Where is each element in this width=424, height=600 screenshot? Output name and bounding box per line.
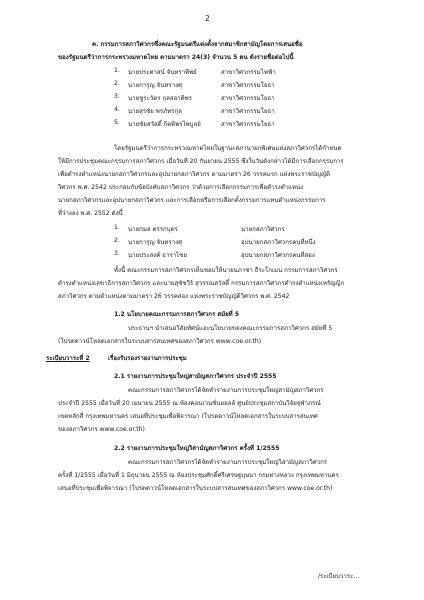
member-role: สาขาวิศวกรรมโยธา xyxy=(221,121,275,128)
section-2-2-line: เสนอที่ประชุมเพื่อพิจารณา (โปรดดาวน์โหลดเอกสารในระบบสารสนเทศของสภาวิศวกร www.coe.or.th) xyxy=(58,485,333,492)
member-role: สาขาวิศวกรรมไฟฟ้า xyxy=(221,69,276,76)
paragraph-line: ให้มีการประชุมคณะกรรมการสภาวิศวกร เมื่อวันที่ 20 กันยายน 2555 ซึ่งในวันดังกล่าวได้มีการเลือกกรรมการ xyxy=(58,158,344,165)
agenda-2-title: เรื่องรับรองรายงานการประชุม xyxy=(108,355,187,362)
member-role: สาขาวิศวกรรมโยธา xyxy=(221,82,275,89)
member-name: นายการุญ จันทรางศุ xyxy=(128,82,182,89)
officer-role: นายกสภาวิศวกร xyxy=(241,226,285,233)
section-2-1-line: คณะกรรมการสภาวิศวกรได้จัดทำรายงานการประชุมใหญ่สามัญสภาวิศวกร xyxy=(128,387,324,394)
paragraph-line: สภาวิศวกร ตามตำแหน่งตามมาตรา 26 วรรคสอง แห่งพระราชบัญญัติวิศวกร พ.ศ. 2542 xyxy=(58,293,290,300)
member-name: นายสุรชัย พรภัทรกุล xyxy=(128,108,182,115)
agenda-2-label-text: ระเบียบวาระที่ 2 xyxy=(46,355,90,362)
officer-role: อุปนายกสภาวิศวกรคนที่หนึ่ง xyxy=(241,239,316,246)
paragraph-line: ทั้งนี้ คณะกรรมการสภาวิศวกรเห็นชอบให้นายนภาชา ธีระโกเมน กรรมการสภาวิศวกร xyxy=(114,267,338,274)
member-num: 2. xyxy=(114,80,120,87)
section-1-2-heading: 1.2 นโยบายคณะกรรมการสภาวิศวกร สมัยที่ 5 xyxy=(114,311,240,318)
member-num: 4. xyxy=(114,106,120,113)
officer-role: อุปนายกสภาวิศวกรคนที่สอง xyxy=(241,252,315,259)
section-2-1-line: ของสภาวิศวกร www.coe.or.th) xyxy=(58,426,145,433)
officer-num: 2. xyxy=(114,237,120,244)
officer-name: นายการุญ จันทรางศุ xyxy=(128,239,182,246)
section-1-2-line: ประธานฯ นำเสนอวิสัยทัศน์และนโยบายของคณะกรรมการสภาวิศวกร สมัยที่ 5 xyxy=(128,325,333,332)
next-page-marker: /ระเบียบวาระ... xyxy=(318,573,360,580)
section-c-line1: ค. กรรมการสภาวิศวกรซึ่งคณะรัฐมนตรีแต่งตั้งจากสมาชิกสามัญโดยการเสนอชื่อ xyxy=(92,41,303,48)
section-c-line2: ของรัฐมนตรีว่าการกระทรวงมหาดไทย ตามมาตรา 24(3) จำนวน 5 คน ดังรายชื่อต่อไปนี้ xyxy=(58,54,294,61)
paragraph-line: เพื่อดำรงตำแหน่งนายกสภาวิศวกรและอุปนายกสภาวิศวกร ตามมาตรา 26 วรรคแรก แห่งพระราชบัญญัติ xyxy=(58,171,331,178)
member-name: นายชูระวัตร กุลสอาดิพร xyxy=(128,95,192,102)
section-1-2-line: (โปรดดาวน์โหลดเอกสารในระบบสารสนเทศของสภาวิศวกร www.coe.or.th) xyxy=(58,338,262,345)
member-role: สาขาวิศวกรรมโยธา xyxy=(221,95,275,102)
paragraph-line: โดยรัฐมนตรีว่าการกระทรวงมหาดไทยในฐานะสภานายกพิเศษแห่งสภาวิศวกรได้กำหนด xyxy=(114,145,342,152)
agenda-2-label xyxy=(46,355,90,363)
officer-name: นายกมล ตรรกบุตร xyxy=(128,226,178,233)
member-num: 3. xyxy=(114,93,120,100)
paragraph-line: วิศวกร พ.ศ. 2542 ประกอบกับข้อบังคับสภาวิศวกร ว่าด้วยการเลือกกรรมการเพื่อดำรงตำแหน่ง xyxy=(58,184,304,191)
paragraph-line: ดำรงตำแหน่งเลขาธิการสภาวิศวกร และนายสุชัชวีร์ สุวรรณสวัสดิ์ กรรมการสภาวิศวกรดำรงตำแหน่งเหรัญญิก xyxy=(58,280,345,287)
page-number: 2 xyxy=(205,14,210,23)
section-2-2-heading: 2.2 รายงานการประชุมใหญ่วิสามัญสภาวิศวกร ครั้งที่ 1/2555 xyxy=(114,445,280,452)
member-name: นายประศาสน์ จันทราทิพย์ xyxy=(128,69,197,76)
member-name: นายชัยสวัสดิ์ กิตติพรไพบูลย์ xyxy=(128,121,201,128)
paragraph-line: นายกสภาวิศวกรและอุปนายกสภาวิศวกร และการเลือกหรือการเลือกตั้งกรรมการแทนตำแหน่งกรรมการ xyxy=(58,197,326,204)
section-2-2-line: คณะกรรมการสภาวิศวกรได้จัดทำรายงานการประชุมใหญ่วิสามัญสภาวิศวกร xyxy=(128,459,328,466)
officer-num: 3. xyxy=(114,250,120,257)
section-2-1-heading: 2.1 รายงานการประชุมใหญ่สามัญสภาวิศวกร ประจำปี 2555 xyxy=(114,373,277,380)
section-2-2-line: ครั้งที่ 1/2555 เมื่อวันที่ 1 มิถุนายน 2555 ณ ห้องประชุมศักดิ์ศรีเศรษฐบุษบา กรมทางหลวง กรุงเทพมหานคร xyxy=(58,472,339,479)
member-role: สาขาวิศวกรรมโยธา xyxy=(221,108,275,115)
section-2-1-line: ประจำปี 2555 เมื่อวันที่ 20 เมษายน 2555 ณ ห้องคอนเวนชั่นฮอลล์ ศูนย์ประชุมสถาบันวิจัยจุฬาภรณ์ xyxy=(58,400,321,407)
paragraph-line: ที่ว่างลง พ.ศ. 2552 ดังนี้ xyxy=(58,210,123,217)
officer-num: 1. xyxy=(114,224,120,231)
section-2-1-line: เขตหลักสี่ กรุงเทพมหานคร เสนอที่ประชุมเพื่อพิจารณา (โปรดดาวน์โหลดเอกสารในระบบสารสนเทศ xyxy=(58,413,318,420)
member-num: 5. xyxy=(114,119,120,126)
officer-name: นายประสงค์ ธาราไชย xyxy=(128,252,187,259)
member-num: 1. xyxy=(114,67,120,74)
